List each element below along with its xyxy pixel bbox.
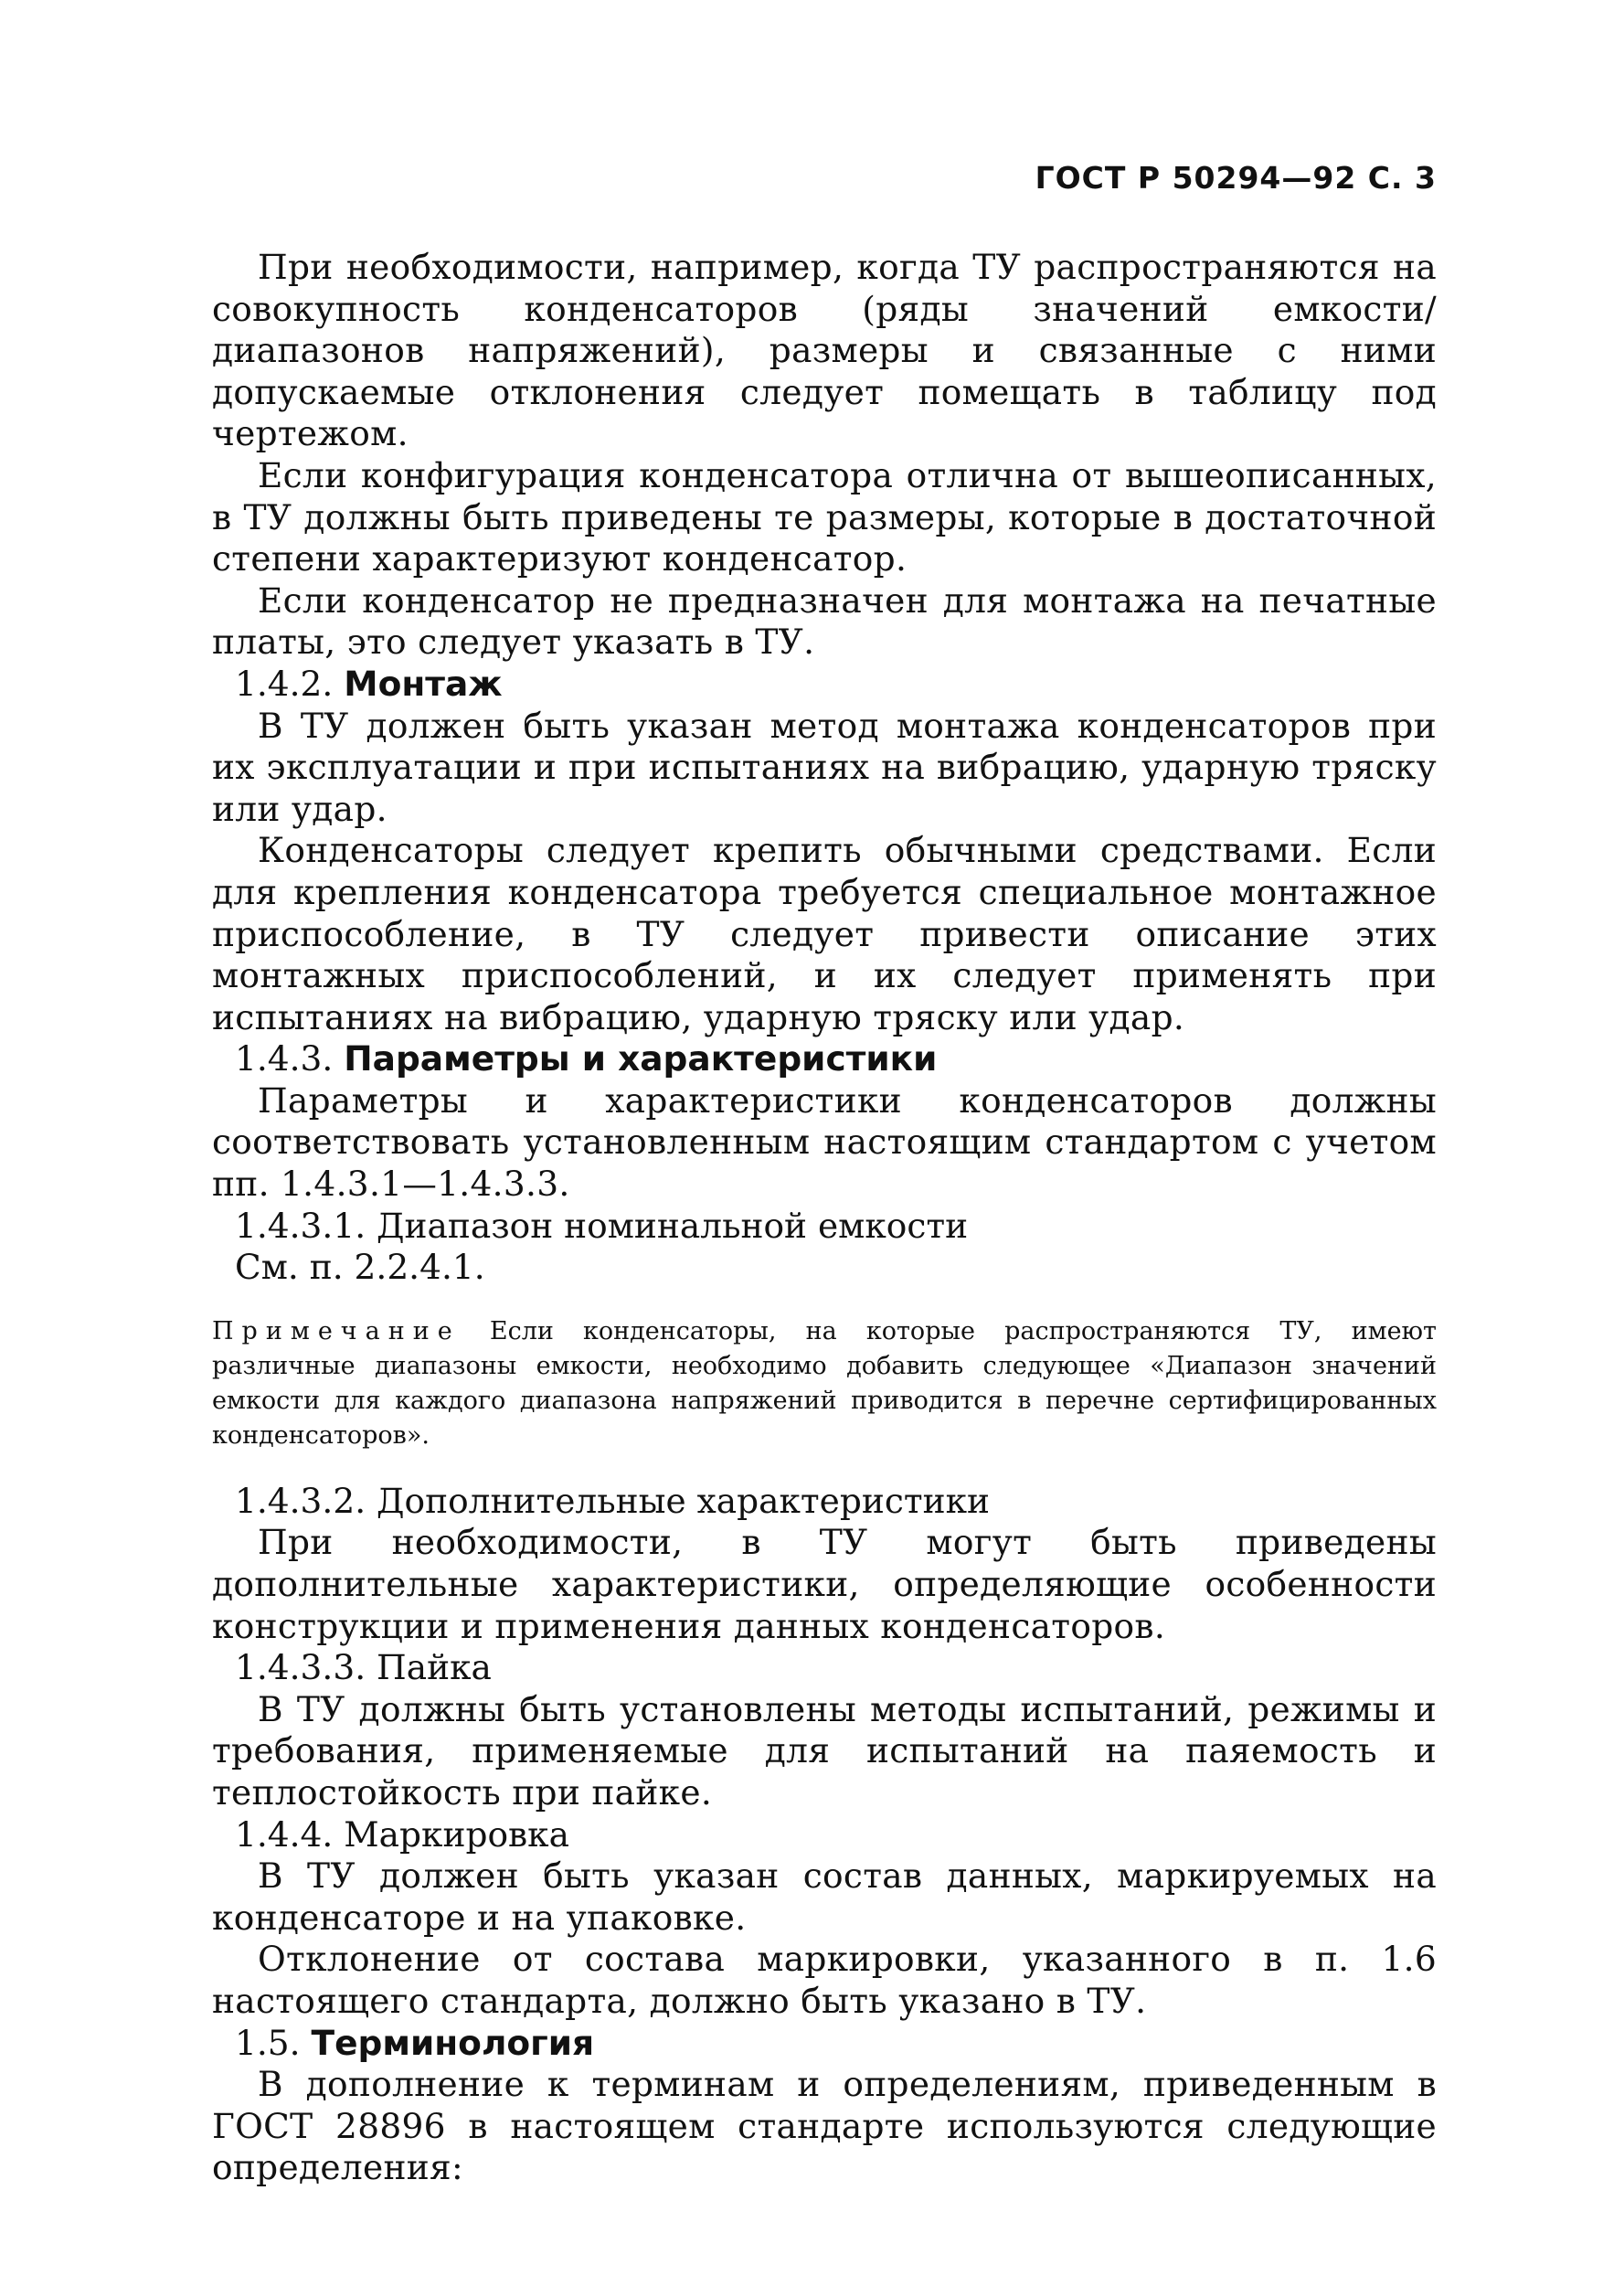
note-label: Примечание <box>212 1316 461 1345</box>
paragraph: Конденсаторы следует крепить обычными средствами. Если для крепления конденсатора требуется специальное монтажное приспособление, в ТУ следует привести описание этих монтажных приспособлений, и их следует применять при испытаниях на вибрацию, ударную тряску или удар. <box>212 830 1437 1037</box>
paragraph: См. п. 2.2.4.1. <box>235 1247 485 1288</box>
section-title: Терминология <box>311 2022 595 2063</box>
note-text: Если конденсаторы, на которые распространяются ТУ, имеют различные диапазоны емкости, необходимо добавить следующее «Диапазон значений емкости для каждого диапазона напряжений приводится в перечне сертифицированных конденсаторов». <box>212 1316 1437 1450</box>
section-heading-1-4-2 <box>212 664 1437 706</box>
subsection-heading-1-4-3-2: 1.4.3.2. Дополнительные характеристики <box>235 1480 991 1521</box>
document-body <box>212 247 1437 2189</box>
page-header: ГОСТ Р 50294—92 С. 3 <box>1035 160 1437 196</box>
subsection-heading-1-4-3-1: 1.4.3.1. Диапазон номинальной емкости <box>235 1205 969 1246</box>
paragraph: При необходимости, в ТУ могут быть приведены дополнительные характеристики, определяющие особенности конструкции и применения данных конденсаторов. <box>212 1522 1437 1646</box>
paragraph: Параметры и характеристики конденсаторов должны соответствовать установленным настоящим стандартом с учетом пп. 1.4.3.1—1.4.3.3. <box>212 1079 1437 1205</box>
section-number: 1.4.3. <box>235 1038 334 1079</box>
section-heading-1-4-3 <box>212 1038 1437 1080</box>
paragraph: При необходимости, например, когда ТУ распространяются на совокупность конденсаторов (ряды значений емкости/диапазонов напряжений), размеры и связанные с ними допускаемые отклонения следует помещать в таблицу под чертежом. <box>212 247 1437 454</box>
paragraph: Если конденсатор не предназначен для монтажа на печатные платы, это следует указать в ТУ. <box>212 579 1437 663</box>
paragraph: В ТУ должен быть указан состав данных, маркируемых на конденсаторе и на упаковке. <box>212 1855 1437 1938</box>
paragraph: Если конфигурация конденсатора отлична от вышеописанных, в ТУ должны быть приведены те размеры, которые в достаточной степени характеризуют конденсатор. <box>212 454 1437 579</box>
paragraph: Отклонение от состава маркировки, указанного в п. 1.6 настоящего стандарта, должно быть указано в ТУ. <box>212 1939 1437 2021</box>
subsection-heading-1-4-3-3: 1.4.3.3. Пайка <box>235 1647 492 1688</box>
section-title: Монтаж <box>344 663 503 704</box>
section-title: Параметры и характеристики <box>344 1038 938 1079</box>
paragraph: В ТУ должны быть установлены методы испытаний, режимы и требования, применяемые для испытаний на паяемость и теплостойкость при пайке. <box>212 1688 1437 1813</box>
paragraph: В дополнение к терминам и определениям, приведенным в ГОСТ 28896 в настоящем стандарте используются следующие определения: <box>212 2064 1437 2188</box>
section-number: 1.5. <box>235 2022 301 2063</box>
section-heading-1-4-4: 1.4.4. Маркировка <box>235 1813 569 1855</box>
paragraph: В ТУ должен быть указан метод монтажа конденсаторов при их эксплуатации и при испытаниях на вибрацию, ударную тряску или удар. <box>212 705 1437 829</box>
section-heading-1-5 <box>212 2023 1437 2065</box>
note <box>212 1314 1437 1453</box>
section-number: 1.4.2. <box>235 663 334 704</box>
